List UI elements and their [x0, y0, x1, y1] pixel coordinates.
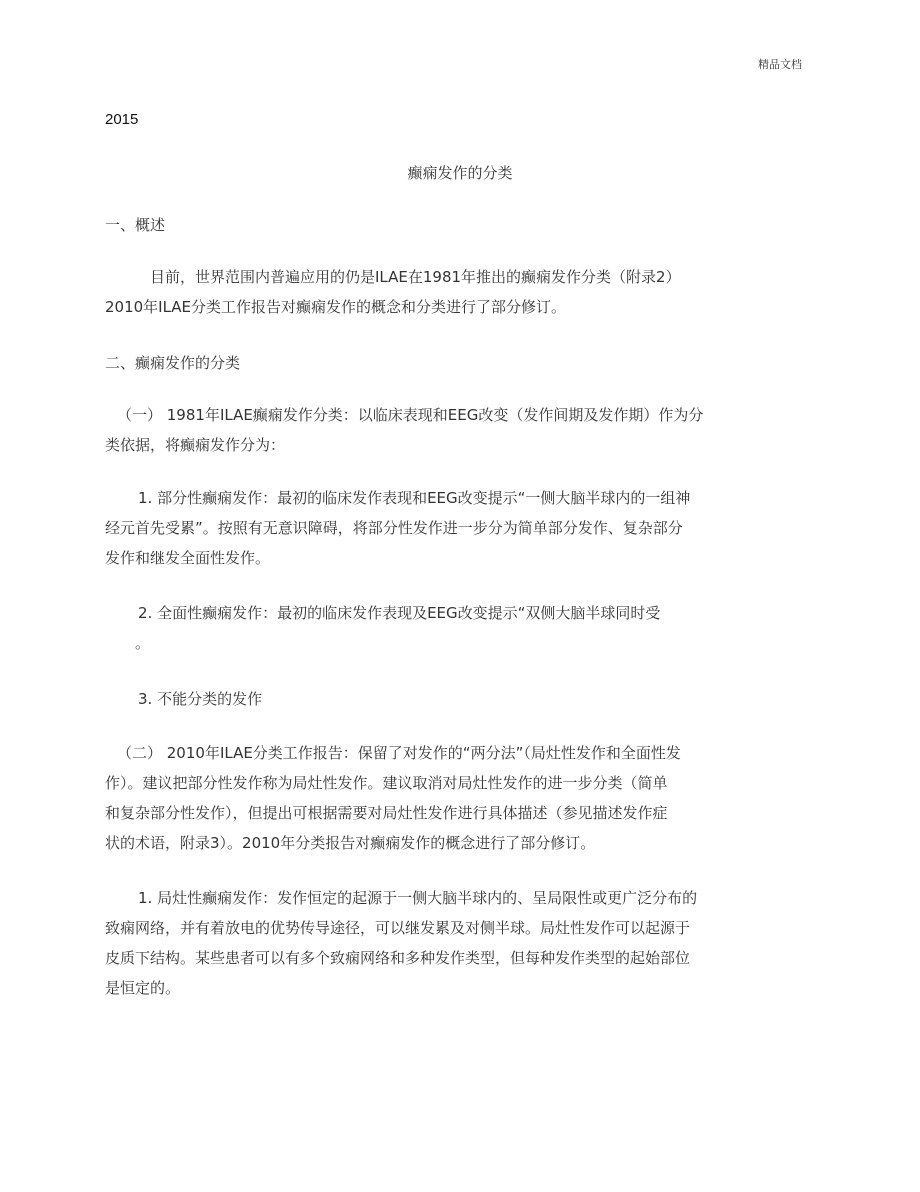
subsection-2010	[105, 738, 755, 858]
paragraph-line: 2. 全面性癫痫发作：最初的临床发作表现及EEG改变提示“双侧大脑半球同时受	[138, 604, 661, 622]
paragraph-line: 发作和继发全面性发作。	[105, 549, 271, 567]
page-header-watermark: 精品文档	[758, 58, 802, 71]
paragraph-line: 目前，世界范围内普遍应用的仍是ILAE在1981年推出的癫痫发作分类（附录2）	[150, 268, 681, 286]
subsection-1981	[105, 400, 755, 460]
paragraph-line: 3. 不能分类的发作	[138, 690, 263, 708]
paragraph-line: 类依据，将癫痫发作分为：	[105, 436, 286, 454]
paragraph-line: 经元首先受累”。按照有无意识障碍，将部分性发作进一步分为简单部分发作、复杂部分	[105, 519, 683, 537]
paragraph-line: 作）。建议把部分性发作称为局灶性发作。建议取消对局灶性发作的进一步分类（简单	[105, 774, 668, 792]
paragraph-line: 状的术语，附录3）。2010年分类报告对癫痫发作的概念进行了部分修订。	[105, 834, 596, 852]
document-year: 2015	[105, 111, 139, 128]
paragraph-line: （二） 2010年ILAE分类工作报告：保留了对发作的“两分法”（局灶性发作和全面性发	[117, 744, 681, 762]
paragraph-line: 。	[135, 634, 151, 652]
document-title: 癫痫发作的分类	[407, 164, 513, 182]
list-item-generalized-seizure	[105, 598, 755, 658]
paragraph-line: 致痫网络，并有着放电的优势传导途径，可以继发累及对侧半球。局灶性发作可以起源于	[105, 919, 691, 937]
list-item-focal-seizure	[105, 883, 755, 1003]
paragraph-line: 1. 局灶性癫痫发作：发作恒定的起源于一侧大脑半球内的、呈局限性或更广泛分布的	[138, 889, 698, 907]
paragraph-line: 皮质下结构。某些患者可以有多个致痫网络和多种发作类型，但每种发作类型的起始部位	[105, 949, 691, 967]
overview-paragraph	[105, 262, 755, 322]
paragraph-line: （一） 1981年ILAE癫痫发作分类：以临床表现和EEG改变（发作间期及发作期）作为分	[117, 406, 704, 424]
paragraph-line: 和复杂部分性发作），但提出可根据需要对局灶性发作进行具体描述（参见描述发作症	[105, 804, 668, 822]
section-heading-classification: 二、癫痫发作的分类	[105, 354, 241, 372]
list-item-unclassified-seizure	[105, 684, 755, 714]
section-heading-overview: 一、概述	[105, 216, 166, 234]
paragraph-line: 1. 部分性癫痫发作：最初的临床发作表现和EEG改变提示“一侧大脑半球内的一组神	[138, 489, 691, 507]
paragraph-line: 2010年ILAE分类工作报告对癫痫发作的概念和分类进行了部分修订。	[105, 298, 567, 316]
paragraph-line: 是恒定的。	[105, 979, 181, 997]
list-item-partial-seizure	[105, 483, 755, 573]
